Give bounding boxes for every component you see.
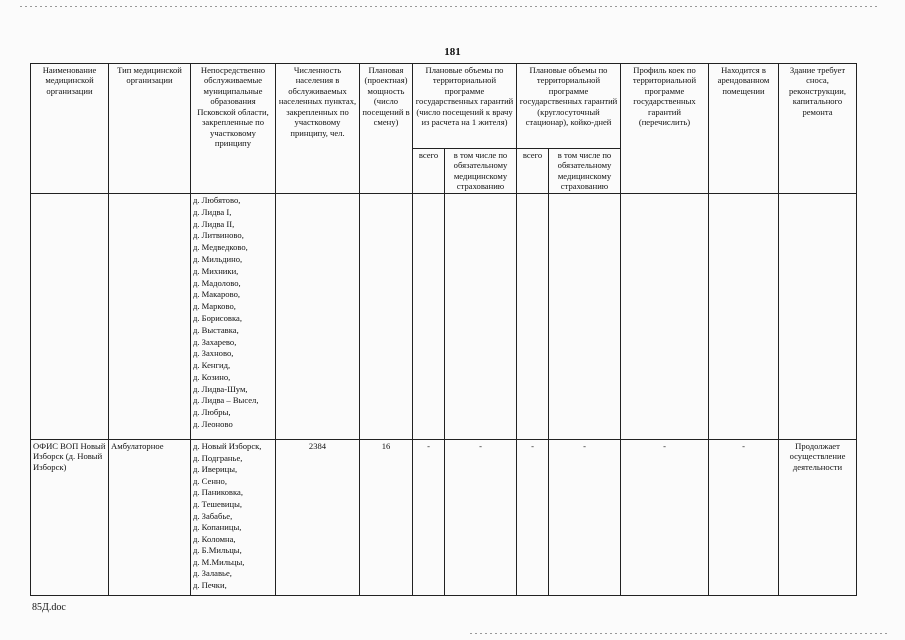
village-item: д. Захново, — [193, 348, 234, 359]
cell-empty — [360, 193, 413, 439]
header-organization-name: Наименование медицинской организации — [31, 64, 109, 194]
cell-empty — [709, 193, 779, 439]
village-item: д. Борисовка, — [193, 312, 242, 323]
cell-empty — [517, 193, 549, 439]
village-item: д. Любятово, — [193, 194, 241, 205]
village-item: д. Коломна, — [193, 533, 236, 544]
cell-villages — [191, 439, 276, 595]
village-item: д. Копаницы, — [193, 522, 242, 533]
cell-empty — [31, 193, 109, 439]
header-population: Численность населения в обслуживаемых населенных пунктах, закрепленных по участковому принципу, чел. — [276, 64, 360, 194]
village-item: д. Литвиново, — [193, 230, 244, 241]
cell-capacity: 16 — [360, 439, 413, 595]
cell-visits-oms: - — [445, 439, 517, 595]
village-item: д. М.Мильцы, — [193, 556, 245, 567]
cell-rented: - — [709, 439, 779, 595]
village-item: д. Тешевицы, — [193, 498, 243, 509]
village-item: д. Мадолово, — [193, 277, 241, 288]
village-item: д. Печки, — [193, 580, 227, 591]
table-row — [31, 439, 857, 595]
cell-organization-type: Амбулаторное — [109, 439, 191, 595]
header-bed-profile: Профиль коек по территориальной программе государственных гарантий (перечислить) — [621, 64, 709, 194]
village-list — [193, 195, 273, 431]
footer-filename: 85Д.doc — [32, 602, 66, 613]
scan-artifact-bottom — [470, 633, 890, 634]
village-item: д. Подгранье, — [193, 452, 243, 463]
cell-bed-profile: - — [621, 439, 709, 595]
cell-visits-total: - — [413, 439, 445, 595]
cell-empty — [549, 193, 621, 439]
village-list — [193, 441, 273, 592]
cell-inpatient-oms: - — [549, 439, 621, 595]
village-item: д. Лидва-Шум, — [193, 383, 248, 394]
header-organization-type: Тип медицинской организации — [109, 64, 191, 194]
subheader-visits-total: всего — [413, 149, 445, 194]
scan-artifact-top — [20, 6, 880, 7]
subheader-inpatient-oms: в том числе по обязательному медицинскому страхованию — [549, 149, 621, 194]
header-municipalities: Непосредственно обслуживаемые муниципальные образования Псковской области, закрепленные по участковому принципу — [191, 64, 276, 194]
header-inpatient-volume: Плановые объемы по территориальной программе государственных гарантий (круглосуточный стационар), койко-дней — [517, 64, 621, 149]
village-item: д. Паниковка, — [193, 487, 243, 498]
village-item: д. Леоново — [193, 419, 233, 430]
village-item: д. Марково, — [193, 301, 236, 312]
subheader-visits-oms: в том числе по обязательному медицинскому страхованию — [445, 149, 517, 194]
facilities-table — [30, 63, 857, 596]
cell-inpatient-total: - — [517, 439, 549, 595]
header-visits-volume: Плановые объемы по территориальной программе государственных гарантий (число посещений к врачу из расчета на 1 жителя) — [413, 64, 517, 149]
village-item: д. Забабье, — [193, 510, 233, 521]
village-item: д. Захарево, — [193, 336, 237, 347]
cell-empty — [276, 193, 360, 439]
village-item: д. Иверицы, — [193, 464, 238, 475]
village-item: д. Лидва I, — [193, 206, 232, 217]
village-item: д. Козино, — [193, 371, 231, 382]
village-item: д. Новый Изборск, — [193, 440, 262, 451]
village-item: д. Михники, — [193, 265, 239, 276]
cell-population: 2384 — [276, 439, 360, 595]
cell-empty — [413, 193, 445, 439]
village-item: д. Б.Мильцы, — [193, 545, 242, 556]
village-item: д. Медведково, — [193, 242, 248, 253]
village-item: д. Макарово, — [193, 289, 241, 300]
village-item: д. Мильдино, — [193, 253, 243, 264]
cell-empty — [779, 193, 857, 439]
village-item: д. Залавье, — [193, 568, 232, 579]
header-building-status: Здание требует сноса, реконструкции, капитального ремонта — [779, 64, 857, 194]
village-item: д. Кенгид, — [193, 360, 231, 371]
table-row — [31, 193, 857, 439]
village-item: д. Любры, — [193, 407, 231, 418]
cell-building-status: Продолжает осуществление деятельности — [779, 439, 857, 595]
cell-empty — [109, 193, 191, 439]
header-capacity: Плановая (проектная) мощность (число посещений в смену) — [360, 64, 413, 194]
subheader-inpatient-total: всего — [517, 149, 549, 194]
village-item: д. Лидва II, — [193, 218, 235, 229]
header-rented-premises: Находится в арендованном помещении — [709, 64, 779, 194]
cell-organization-name: ОФИС ВОП Новый Изборск (д. Новый Изборск) — [31, 439, 109, 595]
page-number: 181 — [444, 46, 461, 58]
cell-empty — [445, 193, 517, 439]
cell-empty — [621, 193, 709, 439]
cell-villages — [191, 193, 276, 439]
village-item: д. Лидва – Высел, — [193, 395, 259, 406]
village-item: д. Выставка, — [193, 324, 239, 335]
village-item: д. Сенно, — [193, 475, 227, 486]
